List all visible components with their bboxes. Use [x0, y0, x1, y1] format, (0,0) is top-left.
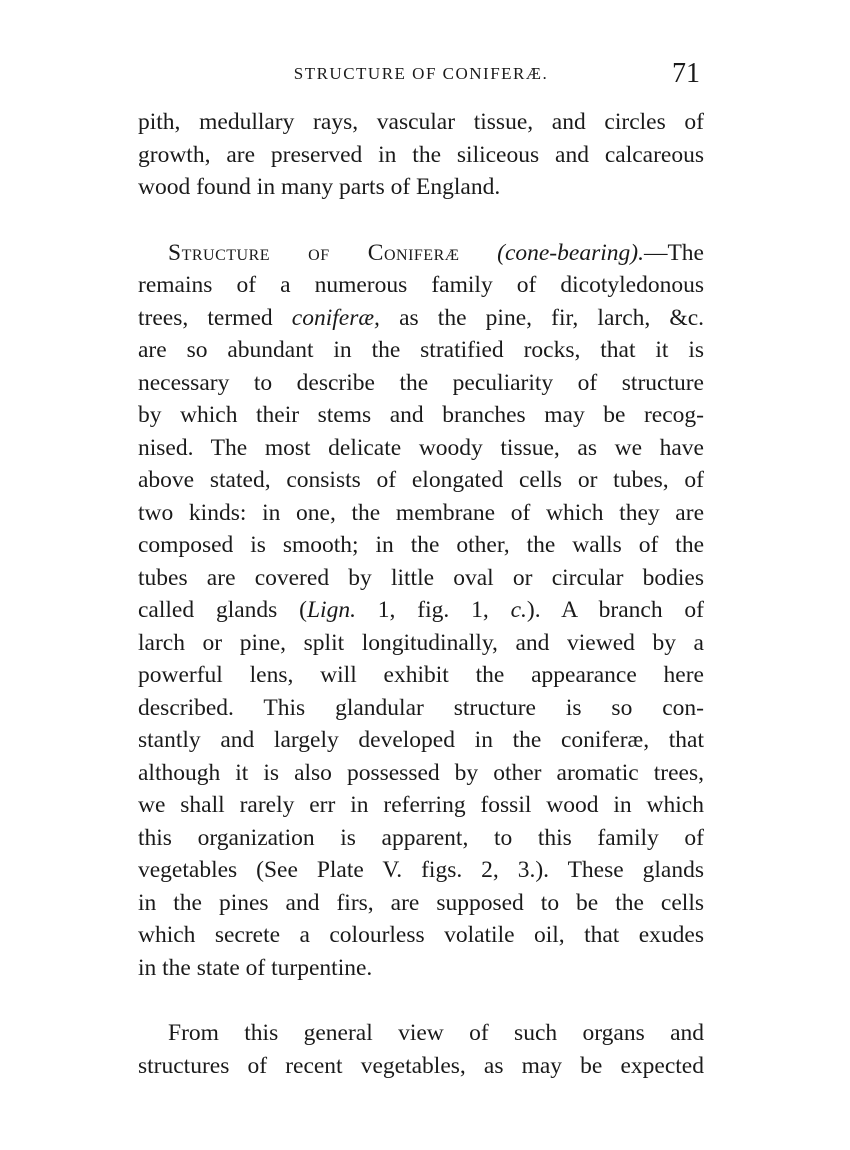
- heading-gloss: (cone-bearing).: [497, 239, 644, 266]
- text-line: composed is smooth; in the other, the walls of the: [138, 532, 704, 558]
- text-segment: called glands (: [138, 597, 307, 623]
- text-line: above stated, consists of elongated cells or tubes, of: [138, 467, 704, 493]
- paragraph-continued: [138, 106, 704, 204]
- text-line: described. This glandular structure is so con-: [138, 694, 704, 721]
- page-number: 71: [672, 58, 700, 89]
- text-line: vegetables (See Plate V. figs. 2, 3.). These glands: [138, 857, 704, 883]
- text-line: structures of recent vegetables, as may be expected: [138, 1052, 704, 1079]
- text-line: which secrete a colourless volatile oil, that exudes: [138, 922, 704, 948]
- text-line: [138, 237, 704, 270]
- text-line: tubes are covered by little oval or circular bodies: [138, 564, 704, 591]
- section-heading: Structure of Coniferæ: [168, 239, 460, 266]
- text-segment: 1, fig. 1,: [355, 597, 511, 623]
- text-line: growth, are preserved in the siliceous and calcareous: [138, 141, 704, 168]
- text-line: larch or pine, split longitudinally, and viewed by a: [138, 629, 704, 656]
- text-line: in the pines and firs, are supposed to be the cells: [138, 889, 704, 916]
- running-title: STRUCTURE OF CONIFERÆ.: [293, 64, 549, 83]
- text-line: two kinds: in one, the membrane of which they are: [138, 499, 704, 526]
- text-segment: trees, termed: [138, 304, 292, 331]
- text-line: [138, 594, 704, 627]
- text-line: From this general view of such organs and: [168, 1020, 704, 1046]
- heading-tail: —The: [643, 239, 704, 266]
- text-line: nised. The most delicate woody tissue, as we have: [138, 434, 704, 461]
- text-line: we shall rarely err in referring fossil wood in which: [138, 792, 704, 818]
- text-line: stantly and largely developed in the coniferæ, that: [138, 727, 704, 753]
- text-segment: as the pine, fir, larch, &c.: [379, 304, 704, 331]
- paragraph-coniferae: [138, 237, 704, 985]
- text-segment: ). A branch of: [526, 597, 704, 623]
- text-line: by which their stems and branches may be recog-: [138, 402, 704, 428]
- running-head: [138, 56, 704, 92]
- text-line: [138, 302, 704, 335]
- text-line: although it is also possessed by other aromatic trees,: [138, 759, 704, 786]
- text-line: wood found in many parts of England.: [138, 174, 501, 200]
- text-line: this organization is apparent, to this family of: [138, 824, 704, 851]
- text-line: necessary to describe the peculiarity of structure: [138, 369, 704, 396]
- book-page: [138, 56, 704, 1082]
- italic-term: coniferæ,: [291, 304, 380, 331]
- italic-reference: c.: [510, 597, 527, 623]
- text-line: are so abundant in the stratified rocks, that it is: [138, 337, 704, 363]
- text-line: pith, medullary rays, vascular tissue, and circles of: [138, 109, 704, 135]
- italic-reference: Lign.: [306, 597, 356, 623]
- text-line: in the state of turpentine.: [138, 954, 373, 981]
- text-line: powerful lens, will exhibit the appearance here: [138, 662, 704, 688]
- paragraph-general-view: [138, 1017, 704, 1082]
- text-line: remains of a numerous family of dicotyledonous: [138, 272, 704, 298]
